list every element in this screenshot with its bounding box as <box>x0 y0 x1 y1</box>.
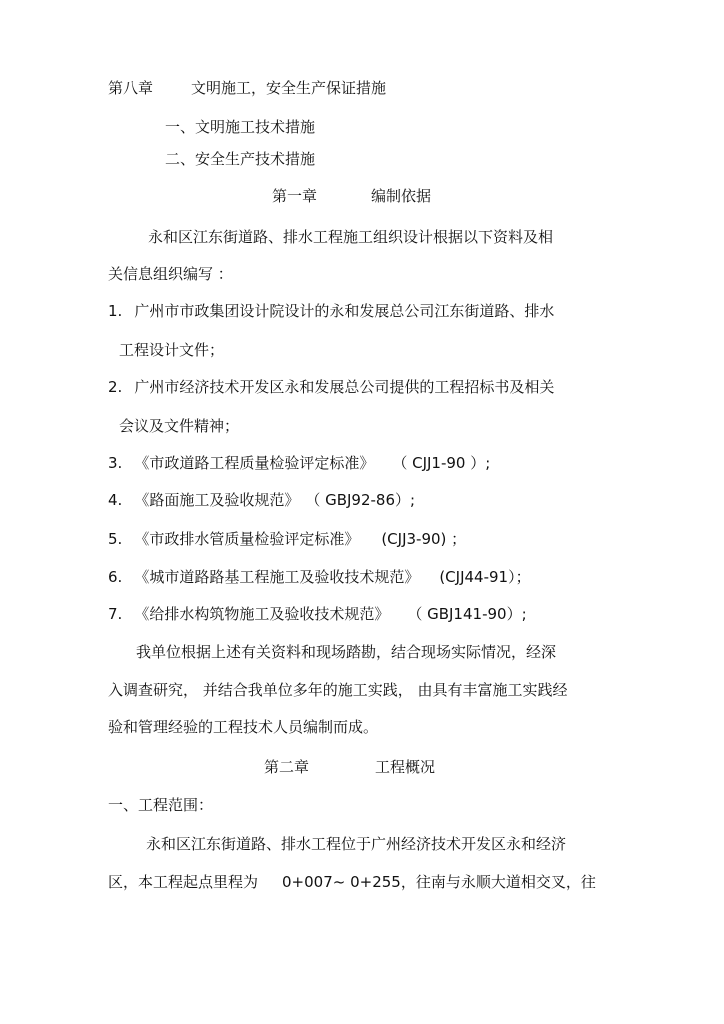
list-item-standard-name: 《市政道路工程质量检验评定标准》 <box>134 454 375 472</box>
list-item-standard-code: （ GBJ141-90）; <box>407 605 527 623</box>
chapter1-label: 第一章 <box>272 187 318 205</box>
list-item-standard-code: (CJJ3-90) ； <box>381 530 467 548</box>
chapter1-intro-line2: 关信息组织编写 ： <box>108 265 233 283</box>
list-item-7 <box>108 604 527 624</box>
list-item-standard-code: (CJJ44-91）； <box>439 568 531 586</box>
list-item-1-continued: 工程设计文件； <box>119 341 225 359</box>
chapter2-para-line1: 永和区江东街道路、排水工程位于广州经济技术开发区永和经济 <box>146 835 567 853</box>
list-item-standard-code: （ GBJ92-86）; <box>305 491 416 509</box>
list-item-number: 5. <box>108 530 123 548</box>
list-item-number: 2. <box>108 378 123 396</box>
list-item-standard-name: 《路面施工及验收规范》 <box>134 491 300 509</box>
chapter2-para-line2-end: 0+007~ 0+255，往南与永顺大道相交叉，往 <box>282 873 596 891</box>
chapter1-closing-line3: 验和管理经验的工程技术人员编制而成。 <box>108 718 379 736</box>
chapter1-closing-line1: 我单位根据上述有关资料和现场踏勘，结合现场实际情况，经深 <box>136 643 557 661</box>
chapter1-title: 编制依据 <box>371 187 432 205</box>
list-item-1 <box>108 301 554 321</box>
list-item-4 <box>108 490 415 510</box>
list-item-standard-name: 《城市道路路基工程施工及验收技术规范》 <box>134 568 420 586</box>
list-item-standard-code: （ CJJ1-90 ）; <box>392 454 491 472</box>
chapter2-para-line2 <box>108 872 596 892</box>
chapter2-para-line2-start: 区，本工程起点里程为 <box>108 873 259 891</box>
chapter1-heading <box>272 186 431 206</box>
toc-chapter8-item2: 二、安全生产技术措施 <box>165 150 316 168</box>
list-item-6 <box>108 567 531 587</box>
list-item-2 <box>108 377 554 397</box>
list-item-number: 6. <box>108 568 123 586</box>
list-item-standard-name: 《市政排水管质量检验评定标准》 <box>134 530 360 548</box>
chapter2-heading <box>264 757 435 777</box>
chapter2-label: 第二章 <box>264 758 310 776</box>
list-item-text: 广州市市政集团设计院设计的永和发展总公司江东街道路、排水 <box>134 302 555 320</box>
list-item-number: 1. <box>108 302 123 320</box>
toc-chapter8-label: 第八章 <box>108 79 154 97</box>
chapter2-title: 工程概况 <box>375 758 436 776</box>
list-item-3 <box>108 453 490 473</box>
list-item-text: 广州市经济技术开发区永和发展总公司提供的工程招标书及相关 <box>134 378 555 396</box>
list-item-number: 7. <box>108 605 123 623</box>
chapter2-section1-heading: 一、工程范围： <box>108 796 214 814</box>
list-item-5 <box>108 529 466 549</box>
toc-chapter8-item1: 一、文明施工技术措施 <box>165 118 316 136</box>
chapter1-intro-line1: 永和区江东街道路、排水工程施工组织设计根据以下资料及相 <box>148 228 554 246</box>
list-item-standard-name: 《给排水构筑物施工及验收技术规范》 <box>134 605 390 623</box>
list-item-number: 4. <box>108 491 123 509</box>
toc-chapter8-title: 文明施工，安全生产保证措施 <box>191 79 387 97</box>
chapter1-closing-line2: 入调查研究， 并结合我单位多年的施工实践， 由具有丰富施工实践经 <box>108 681 568 699</box>
list-item-number: 3. <box>108 454 123 472</box>
list-item-2-continued: 会议及文件精神； <box>119 417 240 435</box>
toc-chapter8 <box>108 78 386 98</box>
